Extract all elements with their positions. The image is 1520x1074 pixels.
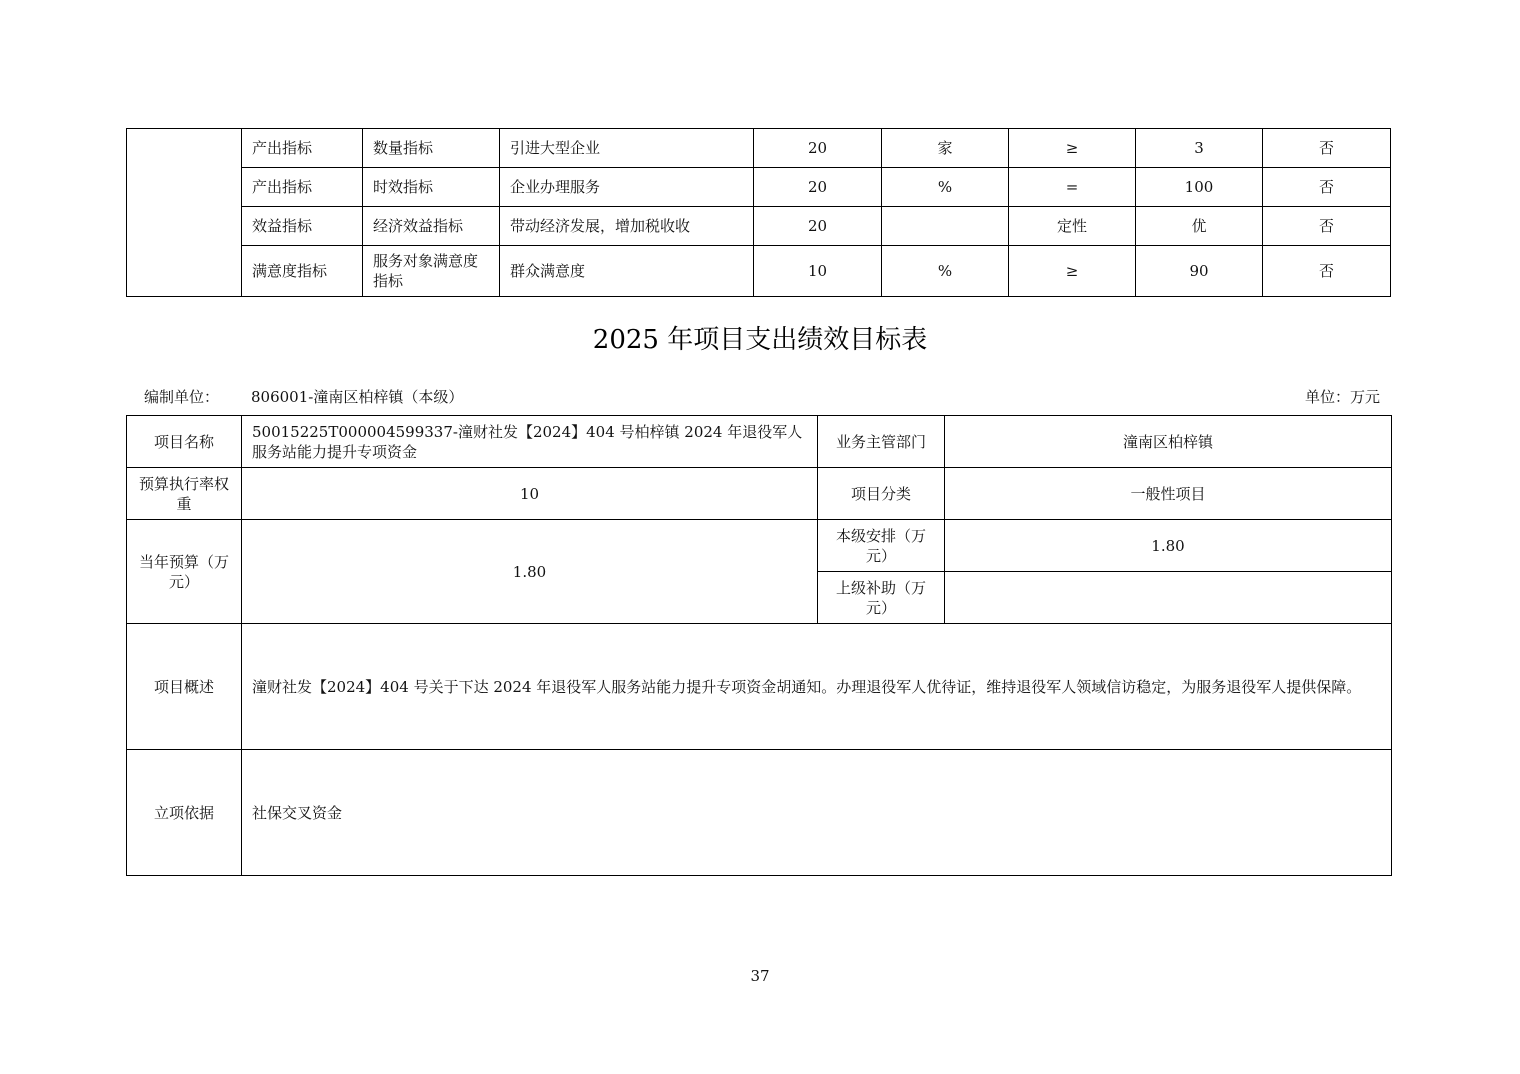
indicator-level3: 带动经济发展，增加税收收 (500, 207, 754, 246)
annual-budget-value: 1.80 (242, 520, 818, 624)
indicator-flag: 否 (1263, 129, 1391, 168)
indicator-weight: 10 (754, 246, 882, 297)
indicator-group-cell (127, 129, 242, 297)
indicator-unit: % (882, 246, 1009, 297)
budget-row (127, 520, 1392, 572)
project-name-row (127, 416, 1392, 468)
indicator-level1: 效益指标 (242, 207, 363, 246)
exec-weight-row (127, 468, 1392, 520)
indicator-target: 3 (1136, 129, 1263, 168)
local-allocation-value: 1.80 (945, 520, 1392, 572)
department-label: 业务主管部门 (818, 416, 945, 468)
form-meta-row (126, 386, 1391, 408)
exec-weight-label: 预算执行率权重 (127, 468, 242, 520)
indicator-operator: 定性 (1009, 207, 1136, 246)
page-number: 37 (750, 967, 770, 985)
indicator-weight: 20 (754, 168, 882, 207)
compile-unit-label: 编制单位： (144, 388, 220, 406)
indicator-level3: 群众满意度 (500, 246, 754, 297)
project-name-label: 项目名称 (127, 416, 242, 468)
indicator-level1: 满意度指标 (242, 246, 363, 297)
indicator-target: 100 (1136, 168, 1263, 207)
indicator-operator: ≥ (1009, 129, 1136, 168)
higher-subsidy-label: 上级补助（万元） (818, 572, 945, 624)
overview-row (127, 624, 1392, 750)
indicator-unit (882, 207, 1009, 246)
higher-subsidy-value (945, 572, 1392, 624)
indicator-level2: 数量指标 (363, 129, 500, 168)
form-title: 2025 年项目支出绩效目标表 (592, 325, 928, 355)
indicator-level2: 服务对象满意度指标 (363, 246, 500, 297)
project-overview-value: 潼财社发【2024】404 号关于下达 2024 年退役军人服务站能力提升专项资金胡通知。办理退役军人优待证，维持退役军人领域信访稳定，为服务退役军人提供保障。 (242, 624, 1392, 750)
indicator-level2: 经济效益指标 (363, 207, 500, 246)
currency-unit-label: 单位：万元 (1304, 388, 1380, 406)
indicator-target: 90 (1136, 246, 1263, 297)
indicator-row (127, 168, 1391, 207)
indicator-level3: 引进大型企业 (500, 129, 754, 168)
indicator-level1: 产出指标 (242, 129, 363, 168)
indicator-operator: ≥ (1009, 246, 1136, 297)
local-allocation-label: 本级安排（万元） (818, 520, 945, 572)
project-category-value: 一般性项目 (945, 468, 1392, 520)
indicator-row (127, 207, 1391, 246)
indicator-level3: 企业办理服务 (500, 168, 754, 207)
project-basis-label: 立项依据 (127, 750, 242, 876)
indicator-flag: 否 (1263, 207, 1391, 246)
indicator-level2: 时效指标 (363, 168, 500, 207)
department-value: 潼南区柏梓镇 (945, 416, 1392, 468)
indicator-target: 优 (1136, 207, 1263, 246)
annual-budget-label: 当年预算（万元） (127, 520, 242, 624)
indicator-row (127, 129, 1391, 168)
indicator-unit: 家 (882, 129, 1009, 168)
indicator-flag: 否 (1263, 168, 1391, 207)
project-overview-label: 项目概述 (127, 624, 242, 750)
compile-unit-value: 806001-潼南区柏梓镇（本级） (251, 388, 464, 406)
indicator-row (127, 246, 1391, 297)
project-info-table (126, 415, 1392, 876)
basis-row (127, 750, 1392, 876)
indicator-weight: 20 (754, 129, 882, 168)
project-name-value: 50015225T000004599337-潼财社发【2024】404 号柏梓镇 2024 年退役军人服务站能力提升专项资金 (242, 416, 818, 468)
project-basis-value: 社保交叉资金 (242, 750, 1392, 876)
indicator-level1: 产出指标 (242, 168, 363, 207)
indicator-weight: 20 (754, 207, 882, 246)
indicator-unit: % (882, 168, 1009, 207)
project-category-label: 项目分类 (818, 468, 945, 520)
exec-weight-value: 10 (242, 468, 818, 520)
indicator-flag: 否 (1263, 246, 1391, 297)
indicator-operator: = (1009, 168, 1136, 207)
performance-indicator-table (126, 128, 1391, 297)
